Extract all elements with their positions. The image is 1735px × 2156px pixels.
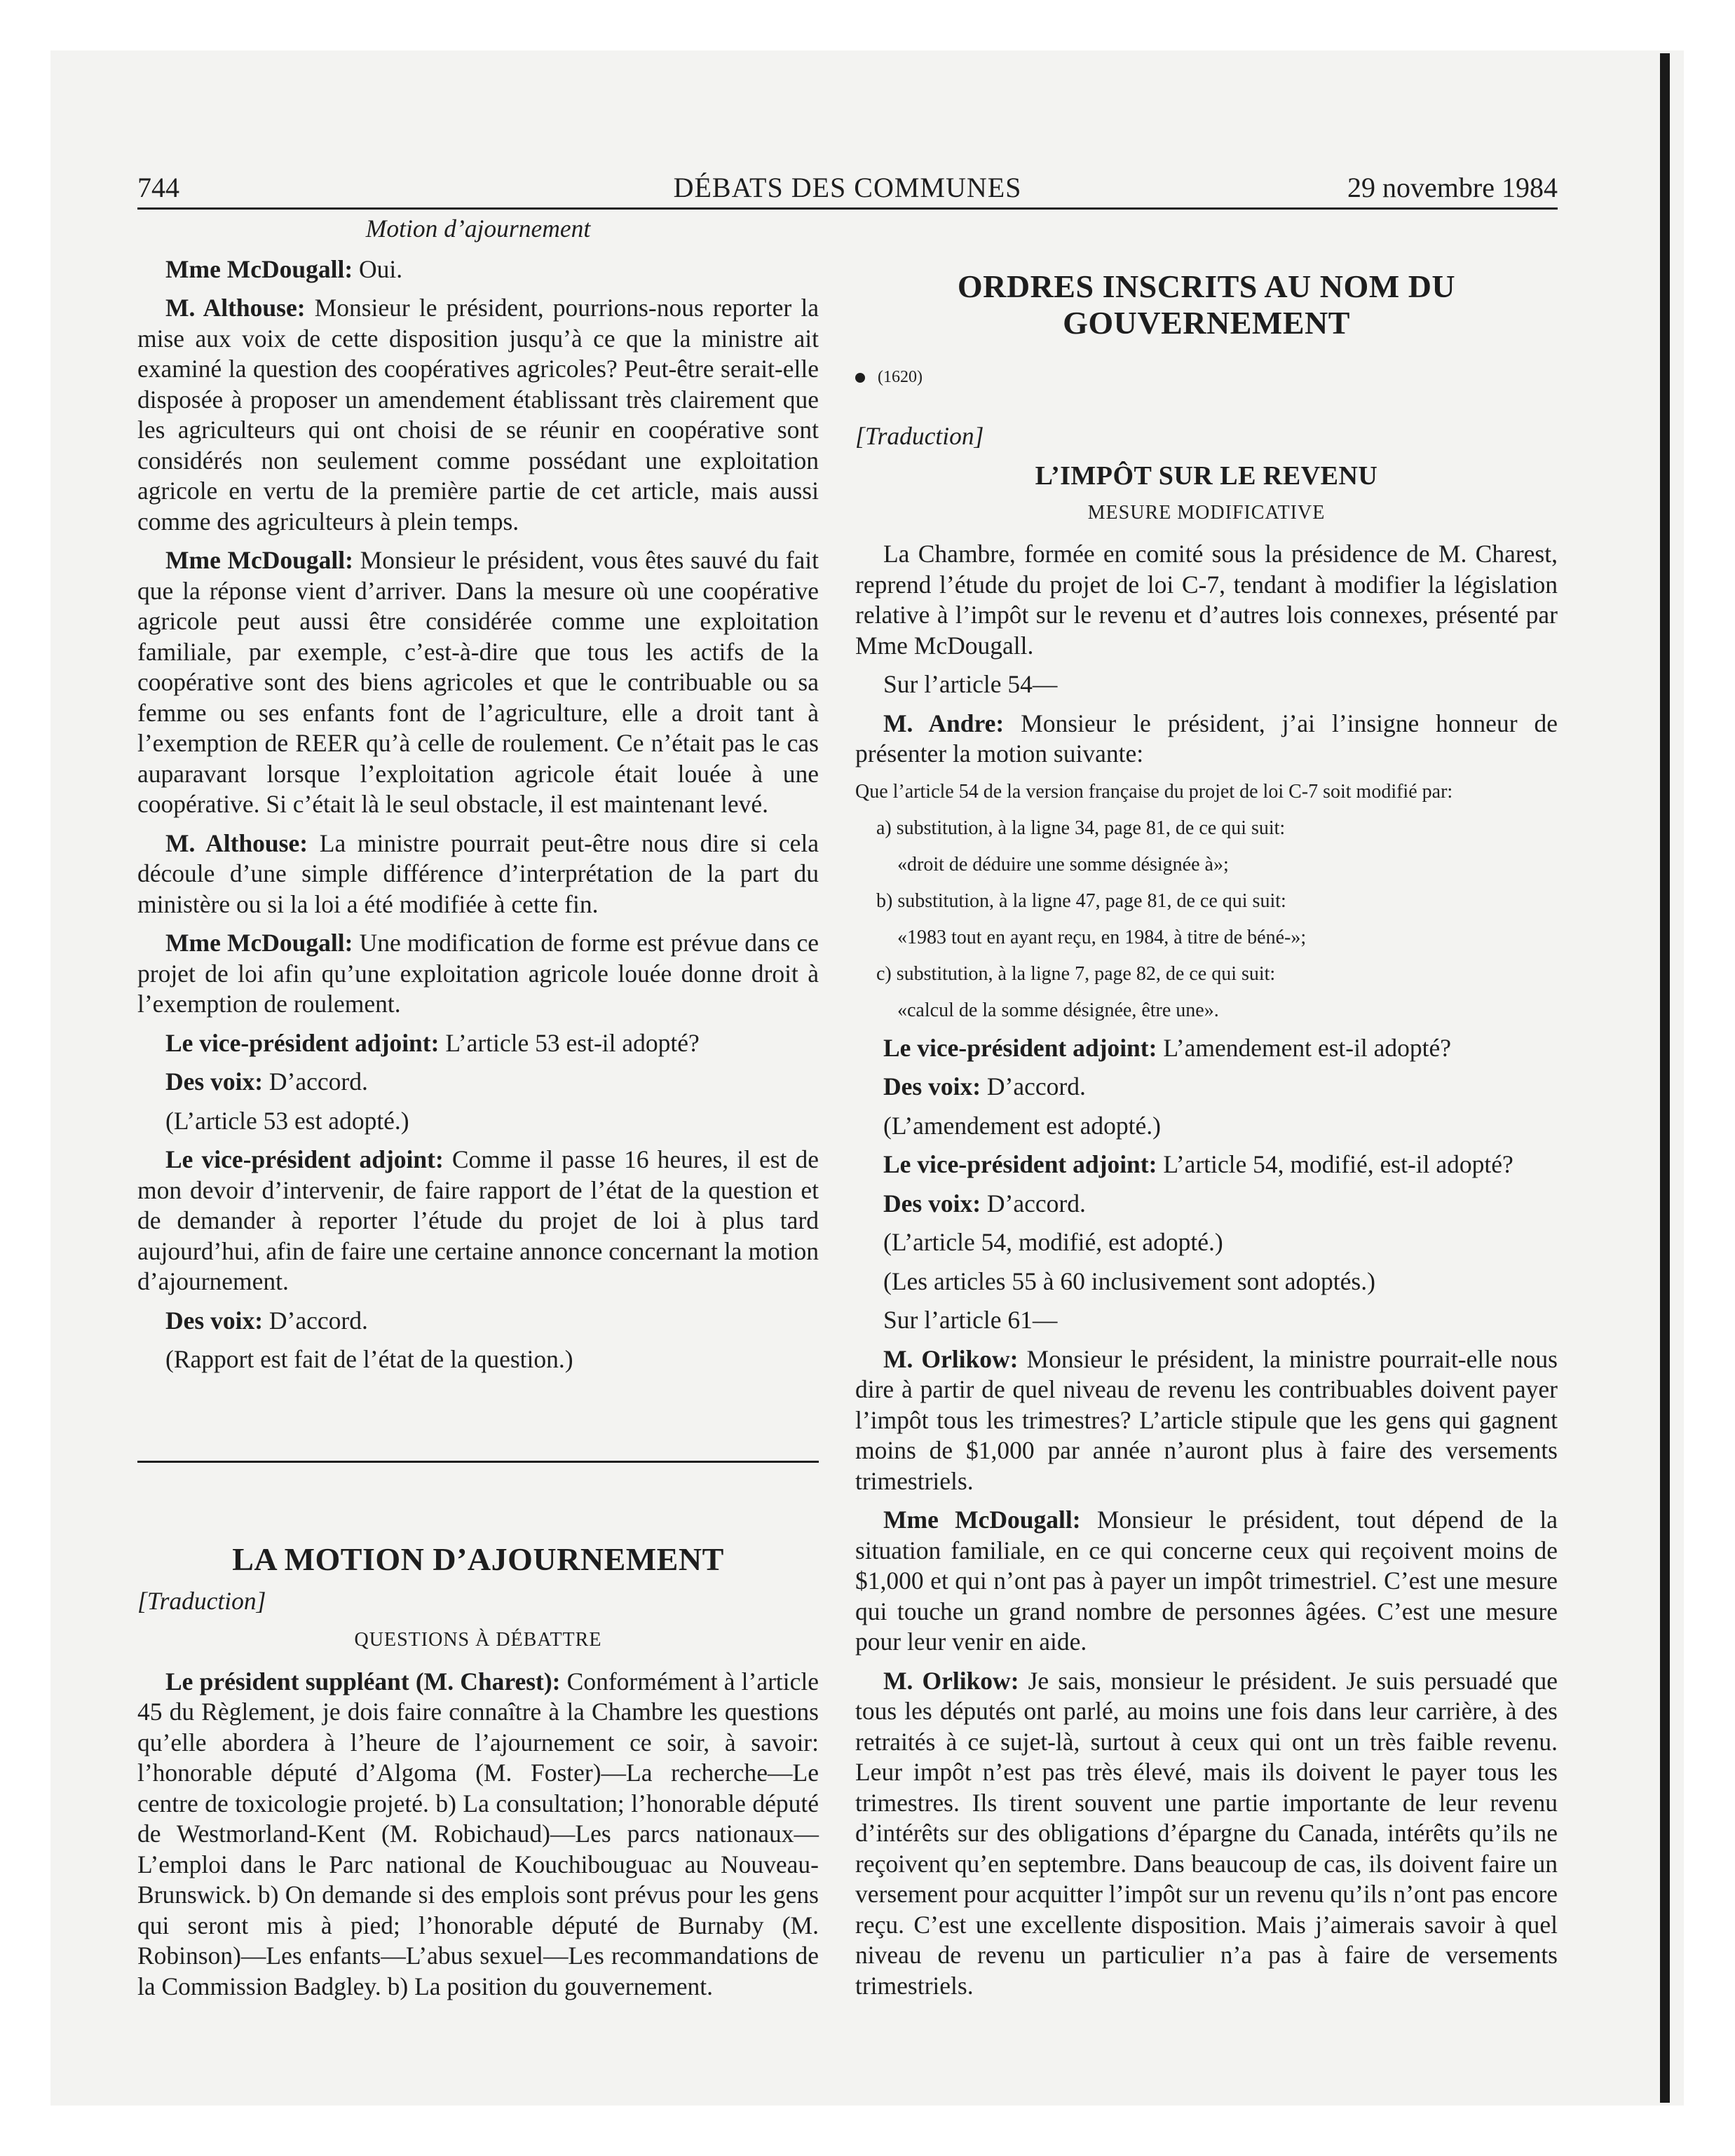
section-title: ORDRES INSCRITS AU NOM DU GOUVERNEMENT: [957, 268, 1456, 341]
speech: D’accord.: [981, 1072, 1086, 1100]
speech: La ministre pourrait peut-être nous dire si cela découle d’une simple différence d’interprétation de la part du ministère ou si la loi a été modifiée à cette fin.: [137, 828, 819, 918]
speaker: Mme McDougall:: [883, 1506, 1081, 1534]
paragraph: [855, 1666, 1558, 2002]
paragraph: [137, 1306, 819, 1337]
speech: Oui.: [353, 254, 403, 283]
motion-line: «calcul de la somme désignée, être une».: [897, 999, 1219, 1021]
paragraph: [137, 1145, 819, 1297]
publication-title: DÉBATS DES COMMUNES: [673, 172, 1022, 203]
speech: L’article 54, modifié, est-il adopté?: [1157, 1150, 1513, 1178]
bill-subtitle: MESURE MODIFICATIVE: [1087, 501, 1326, 524]
speaker: Mme McDougall:: [165, 254, 353, 283]
paragraph: [855, 1072, 1558, 1103]
speech: D’accord.: [263, 1306, 368, 1335]
speaker: M. Althouse:: [165, 828, 308, 857]
paragraph: [137, 928, 819, 1020]
speaker: M. Orlikow:: [883, 1344, 1019, 1373]
speaker: Des voix:: [883, 1072, 981, 1100]
speech: Monsieur le président, la ministre pourrait-elle nous dire à partir de quel niveau de revenu les contribuables doivent payer l’impôt tous les trimestres? L’article stipule que les gens qui gagnent moins de $1,000 par année n’auront plus à faire des versements trimestriels.: [855, 1344, 1558, 1495]
paragraph: [855, 1344, 1558, 1497]
speech: Comme il passe 16 heures, il est de mon devoir d’intervenir, de faire rapport de l’état de la question et de demander à reporter l’étude du projet de loi à plus tard aujourd’hui, afin de faire une certaine annonce concernant la motion d’ajournement.: [137, 1145, 819, 1295]
paragraph: [855, 1189, 1558, 1220]
section-divider: [137, 1461, 819, 1463]
timestamp-text: (1620): [878, 368, 923, 386]
left-column: [137, 214, 819, 2010]
speech: L’article 53 est-il adopté?: [439, 1028, 700, 1057]
speaker: Le vice-président adjoint:: [165, 1145, 444, 1173]
procedural-note: (L’article 54, modifié, est adopté.): [883, 1228, 1223, 1256]
paragraph: [855, 709, 1558, 770]
paragraph: [137, 254, 819, 285]
speaker: Le vice-président adjoint:: [165, 1028, 440, 1057]
traduction-note: [Traduction]: [137, 1586, 266, 1615]
motion-line: a) substitution, à la ligne 34, page 81, de ce qui suit:: [876, 817, 1286, 839]
speaker: M. Orlikow:: [883, 1666, 1019, 1695]
procedural-note: (L’amendement est adopté.): [883, 1111, 1161, 1140]
speaker: Des voix:: [165, 1067, 264, 1096]
motion-line: Que l’article 54 de la version française du projet de loi C-7 soit modifié par:: [855, 780, 1453, 803]
paragraph: [137, 545, 819, 820]
motion-line: «1983 tout en ayant reçu, en 1984, à titre de béné-»;: [897, 926, 1307, 948]
paragraph: [855, 1033, 1558, 1064]
paragraph: Sur l’article 61—: [883, 1306, 1058, 1334]
procedural-note: (Les articles 55 à 60 inclusivement sont adoptés.): [883, 1267, 1375, 1295]
speaker: Le vice-président adjoint:: [883, 1033, 1157, 1062]
traduction-note: [Traduction]: [855, 421, 984, 450]
bullet-icon: [855, 373, 865, 383]
speech: Monsieur le président, vous êtes sauvé du fait que la réponse vient d’arriver. Dans la mesure où une coopérative agricole peut aussi être considérée comme une exploitation familiale, par exemple, c’est-à-dire que tous les actifs de la coopérative sont des biens agricoles et que le contribuable ou sa femme ou ses enfants font de l’agriculture, elle a droit tant à l’exemption de REER qu’à celle de roulement. Ce n’était pas le cas auparavant lorsque l’exploitation agricole était louée à une coopérative. Si c’était là le seul obstacle, il est maintenant levé.: [137, 546, 819, 818]
timestamp: [855, 362, 1558, 393]
speech: Une modification de forme est prévue dans ce projet de loi afin qu’une exploitation agricole louée donne droit à l’exemption de roulement.: [137, 929, 819, 1018]
speech: Monsieur le président, tout dépend de la situation familiale, en ce qui concerne ceux qui reçoivent moins de $1,000 et qui n’ont pas à payer un impôt trimestriel. C’est une mesure qui touche un grand nombre de personnes âgées. C’est une mesure pour leur venir en aide.: [855, 1506, 1558, 1656]
running-header: [137, 168, 1558, 210]
speech: D’accord.: [981, 1189, 1086, 1217]
paragraph: Sur l’article 54—: [883, 670, 1058, 698]
speaker: M. Andre:: [883, 709, 1005, 737]
section-title: LA MOTION D’AJOURNEMENT: [232, 1541, 724, 1577]
speaker: Mme McDougall:: [165, 546, 353, 574]
speaker: Mme McDougall:: [165, 929, 353, 957]
issue-date: 29 novembre 1984: [1347, 172, 1558, 203]
speech: L’amendement est-il adopté?: [1157, 1033, 1452, 1062]
right-column: [855, 214, 1558, 2010]
motion-line: c) substitution, à la ligne 7, page 82, de ce qui suit:: [876, 962, 1276, 985]
subhead: Motion d’ajournement: [365, 214, 591, 243]
speech: D’accord.: [263, 1067, 368, 1096]
section-subtitle: QUESTIONS À DÉBATTRE: [354, 1629, 602, 1651]
paragraph: [855, 1505, 1558, 1658]
scan-edge-bar: [1660, 53, 1670, 2103]
motion-line: b) substitution, à la ligne 47, page 81, de ce qui suit:: [876, 889, 1286, 912]
speech: Je sais, monsieur le président. Je suis persuadé que tous les députés ont parlé, au moins une fois dans leur carrière, à des retraités à ce sujet-là, surtout à ceux qui ont un très faible revenu. Leur impôt n’est pas très élevé, mais ils doivent le payer tous les trimestres. Ils tirent souvent une partie importante de leur revenu d’intérêts sur des obligations d’épargne du Canada, intérêts qu’ils ne reçoivent qu’en septembre. Dans beaucoup de cas, ils doivent faire un versement pour acquitter l’impôt sur un revenu qu’ils n’ont pas encore reçu. C’est une excellente disposition. Mais j’aimerais savoir à quel niveau de revenu un particulier n’a pas à faire de versements trimestriels.: [855, 1666, 1558, 2000]
paragraph: [137, 828, 819, 920]
procedural-note: (Rapport est fait de l’état de la question.): [165, 1345, 573, 1373]
paragraph: [137, 293, 819, 537]
procedural-note: (L’article 53 est adopté.): [165, 1106, 409, 1135]
speech: Monsieur le président, pourrions-nous reporter la mise aux voix de cette disposition jusqu’à ce que la ministre ait examiné la question des coopératives agricoles? Peut-être serait-elle disposée à proposer un amendement établissant très clairement que les agriculteurs qui ont choisi de se réunir en coopérative sont considérés non seulement comme possédant une exploitation agricole en vertu de la première partie de cet article, mais aussi comme des agriculteurs à plein temps.: [137, 294, 819, 535]
page-number: 744: [137, 172, 179, 203]
paragraph: [137, 1028, 819, 1059]
speaker: Des voix:: [883, 1189, 981, 1217]
bill-title: L’IMPÔT SUR LE REVENU: [1035, 461, 1378, 491]
speaker: Des voix:: [165, 1306, 264, 1335]
paragraph: La Chambre, formée en comité sous la présidence de M. Charest, reprend l’étude du projet de loi C-7, tendant à modifier la législation relative à l’impôt sur le revenu et d’autres lois connexes, présenté par Mme McDougall.: [855, 540, 1558, 660]
paragraph: [855, 1149, 1558, 1180]
motion-line: «droit de déduire une somme désignée à»;: [897, 853, 1229, 875]
speaker: Le président suppléant (M. Charest):: [165, 1667, 561, 1696]
speech: Monsieur le président, j’ai l’insigne honneur de présenter la motion suivante:: [855, 709, 1558, 767]
paragraph: [137, 1667, 819, 2003]
speaker: Le vice-président adjoint:: [883, 1150, 1157, 1178]
speech: Conformément à l’article 45 du Règlement, je dois faire connaître à la Chambre les questions qu’elle abordera à l’heure de l’ajournement ce soir, à savoir: l’honorable député d’Algoma (M. Foster)—La recherche—Le centre de toxicologie projeté. b) La consultation; l’honorable député de Westmorland-Kent (M. Robichaud)—Les parcs nationaux—L’emploi dans le Parc national de Kouchibouguac au Nouveau-Brunswick. b) On demande si des emplois sont prévus pour les gens qui seront mis à pied; l’honorable député de Burnaby (M. Robinson)—Les enfants—L’abus sexuel—Les recommandations de la Commission Badgley. b) La position du gouvernement.: [137, 1667, 819, 2000]
speaker: M. Althouse:: [165, 294, 306, 322]
paragraph: [137, 1067, 819, 1098]
